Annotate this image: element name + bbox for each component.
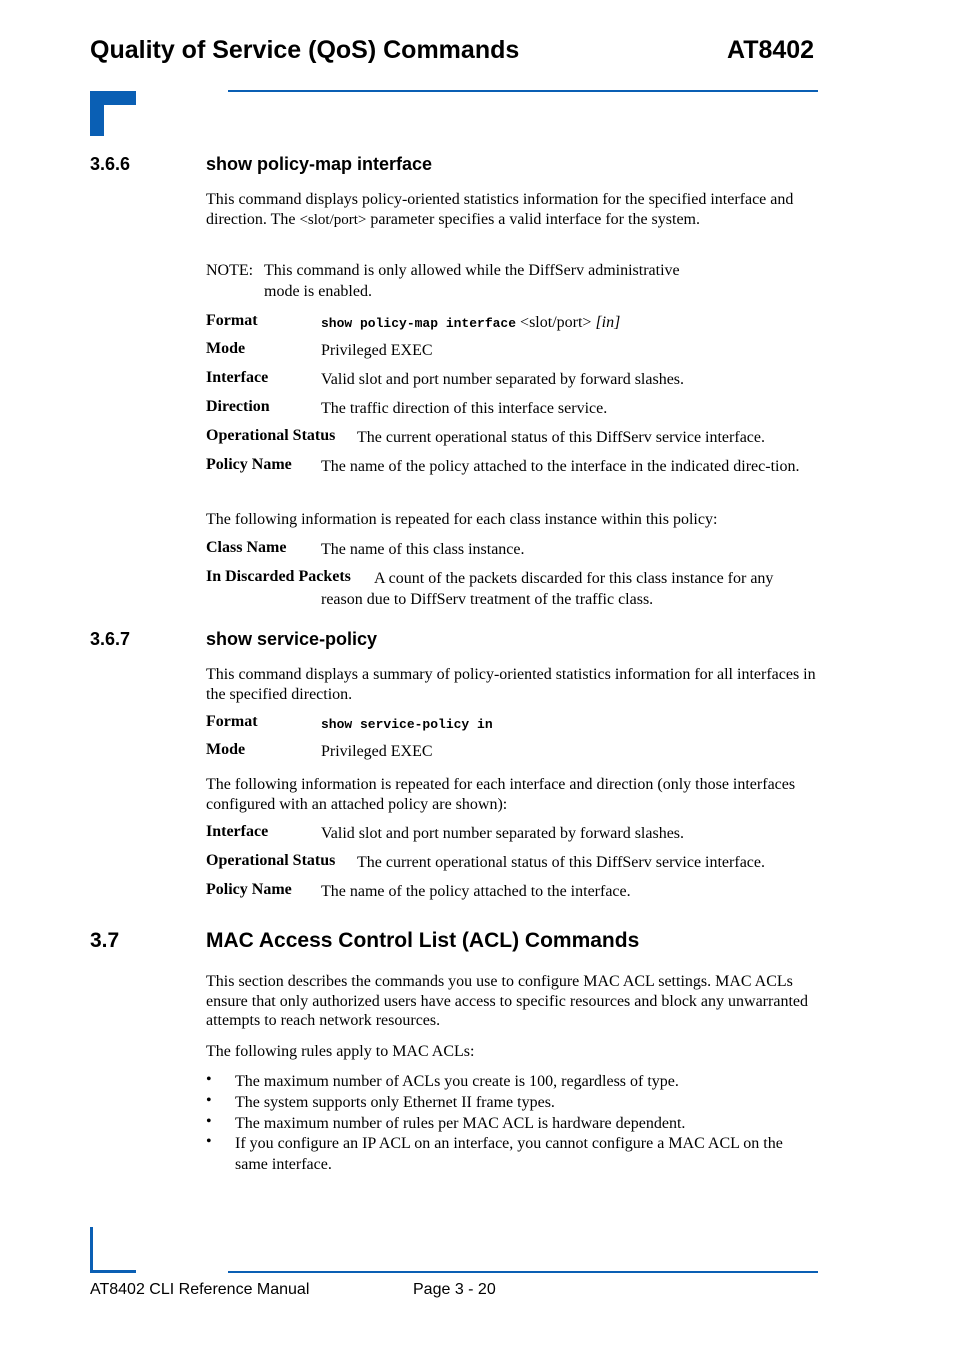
section-heading-3-6-7 — [90, 629, 377, 650]
format-argument: <slot/port> — [520, 314, 592, 331]
section-number: 3.7 — [90, 929, 120, 952]
repeat-info-text: The following information is repeated for each class instance within this policy: — [206, 511, 718, 528]
section-heading-3-7 — [90, 929, 639, 953]
format-label: Format — [206, 713, 258, 730]
field-term: Interface — [206, 369, 269, 386]
field-desc: The name of the policy attached to the interface. — [321, 883, 631, 900]
repeat-info-text: The following information is repeated for each interface and direction (only those interfaces configured with an attached policy are shown): — [206, 776, 796, 813]
format-command: show policy-map interface — [321, 316, 517, 331]
section-title: MAC Access Control List (ACL) Commands — [206, 929, 640, 952]
bullet-marker: • — [206, 1133, 212, 1150]
mode-label: Mode — [206, 741, 246, 758]
field-term: Interface — [206, 823, 269, 840]
header-rule — [228, 90, 818, 92]
format-syntax — [321, 312, 818, 334]
section-number: 3.6.7 — [90, 629, 131, 649]
bullet-marker: • — [206, 1113, 212, 1130]
corner-mark-bottom — [90, 1270, 136, 1273]
field-term: In Discarded Packets — [206, 568, 351, 585]
note-line: mode is enabled. — [264, 283, 372, 300]
field-term: Class Name — [206, 539, 287, 556]
note-label: NOTE: — [206, 262, 254, 279]
section-title: show policy-map interface — [206, 154, 433, 174]
format-label: Format — [206, 312, 258, 329]
page-header-model: AT8402 — [727, 36, 815, 64]
field-term: Operational Status — [206, 852, 336, 869]
field-term: Policy Name — [206, 456, 292, 473]
note-line: This command is only allowed while the DiffServ administrative — [264, 262, 680, 279]
footer-manual-title: AT8402 CLI Reference Manual — [90, 1281, 310, 1298]
footer-rule — [228, 1271, 818, 1273]
format-option: [in] — [595, 314, 621, 331]
field-desc: The name of this class instance. — [321, 541, 525, 558]
section-number: 3.6.6 — [90, 154, 131, 174]
intro-text-end: parameter specifies a valid interface for the system. — [366, 210, 700, 228]
format-syntax — [321, 713, 818, 735]
corner-mark-top-vertical — [90, 91, 104, 136]
section-title: show service-policy — [206, 629, 378, 649]
field-desc: Valid slot and port number separated by forward slashes. — [321, 371, 685, 388]
list-item: If you configure an IP ACL on an interface, you cannot configure a MAC ACL on the same interface. — [235, 1135, 783, 1173]
field-term: Direction — [206, 398, 270, 415]
section-heading-3-6-6 — [90, 154, 432, 175]
intro-text: This command displays policy-oriented statistics information for the specified interface and direction. The — [206, 191, 794, 228]
mode-value: Privileged EXEC — [321, 743, 433, 760]
field-desc: The name of the policy attached to the interface in the indicated direc-tion. — [321, 458, 800, 475]
mode-label: Mode — [206, 340, 246, 357]
format-command: show service-policy in — [321, 717, 493, 732]
footer-page-number: Page 3 - 20 — [413, 1281, 496, 1298]
bullet-marker: • — [206, 1092, 212, 1109]
section-intro: This command displays a summary of policy-oriented statistics information for all interfaces in the specified direction. — [206, 666, 816, 703]
field-desc: A count of the packets discarded for this class instance for any reason due to DiffServ treatment of the traffic class. — [321, 570, 774, 608]
section-intro: This section describes the commands you use to configure MAC ACL settings. MAC ACLs ensure that only authorized users have access to specific resources and block any unwarranted attempts to reach network resources. — [206, 973, 808, 1029]
field-desc: Valid slot and port number separated by forward slashes. — [321, 825, 685, 842]
rules-intro: The following rules apply to MAC ACLs: — [206, 1043, 475, 1060]
field-desc: The current operational status of this DiffServ service interface. — [357, 854, 765, 871]
mode-value: Privileged EXEC — [321, 342, 433, 359]
list-item: The maximum number of rules per MAC ACL is hardware dependent. — [235, 1115, 686, 1132]
field-term: Policy Name — [206, 881, 292, 898]
intro-param: <slot/port> — [299, 211, 367, 228]
section-intro — [206, 190, 818, 230]
list-item: The system supports only Ethernet II frame types. — [235, 1094, 555, 1111]
bullet-marker: • — [206, 1071, 212, 1088]
note-text — [264, 260, 764, 302]
field-desc: The traffic direction of this interface service. — [321, 400, 608, 417]
field-desc: The current operational status of this DiffServ service interface. — [357, 429, 765, 446]
page-header-title: Quality of Service (QoS) Commands — [90, 36, 520, 64]
corner-mark-bottom-vertical — [90, 1227, 93, 1273]
field-term: Operational Status — [206, 427, 336, 444]
list-item: The maximum number of ACLs you create is 100, regardless of type. — [235, 1073, 679, 1090]
